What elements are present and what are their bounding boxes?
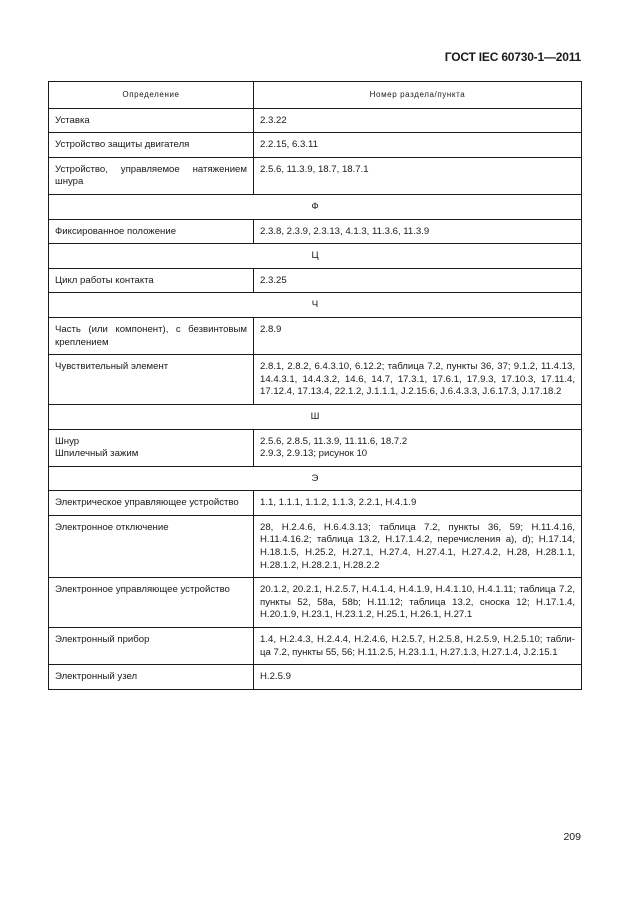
reference-cell: 2.5.6, 11.3.9, 18.7, 18.7.1 [254, 157, 582, 194]
reference-cell: 1.4, H.2.4.3, H.2.4.4, H.2.4.6, H.2.5.7, H.2.5.8, H.2.5.9, H.2.5.10; табли-ца 7.2, пункты 55, 56; H.11.2.5, H.23.1.1, H.27.1.3, H.27.1.4, J.2.15.1 [254, 628, 582, 665]
table-row [49, 628, 582, 665]
term-cell: Чувствительный элемент [49, 355, 254, 405]
reference-cell: H.2.5.9 [254, 665, 582, 690]
term-line: Шпилечный зажим [55, 448, 139, 460]
table-row [49, 108, 582, 133]
letter-row [49, 404, 582, 429]
table-row [49, 355, 582, 405]
term-cell: Часть (или компонент), с безвинтовым креплением [49, 317, 254, 354]
letter-row [49, 466, 582, 491]
reference-cell: 2.8.1, 2.8.2, 6.4.3.10, 6.12.2; таблица 7.2, пункты 36, 37; 9.1.2, 11.4.13, 14.4.3.1, 14.4.3.2, 14.6, 14.7, 17.3.1, 17.6.1, 17.9.3, 17.10.3, 17.11.4, 17.12.4, 17.13.4, 22.1.2, J.1.1.1, J.2.15.6, J.6.4.3.3, J.6.17.3, J.17.18.2 [254, 355, 582, 405]
column-header-definition: Определение [49, 82, 254, 109]
term-cell: Электронный узел [49, 665, 254, 690]
section-letter: Ф [49, 194, 582, 219]
reference-cell: 2.3.22 [254, 108, 582, 133]
reference-cell: 2.8.9 [254, 317, 582, 354]
reference-cell: 20.1.2, 20.2.1, H.2.5.7, H.4.1.4, H.4.1.9, H.4.1.10, H.4.1.11; таблица 7.2, пункты 52, 58a, 58b; H.11.12; таблица 13.2, сноска 12; H.17.1.4, H.20.1.9, H.23.1, H.23.1.2, H.25.1, H.26.1, H.27.1 [254, 578, 582, 628]
section-letter: Э [49, 466, 582, 491]
table-row [49, 515, 582, 577]
term-cell: Устройство защиты двигателя [49, 133, 254, 158]
index-table [48, 81, 582, 690]
term-cell: Уставка [49, 108, 254, 133]
term-cell: Электронный прибор [49, 628, 254, 665]
term-cell: Фиксированное положение [49, 219, 254, 244]
table-row [49, 665, 582, 690]
section-letter: Ц [49, 244, 582, 269]
table-row [49, 157, 582, 194]
section-letter: Ш [49, 404, 582, 429]
term-cell: Устройство, управляемое натяжением шнура [49, 157, 254, 194]
reference-cell: 1.1, 1.1.1, 1.1.2, 1.1.3, 2.2.1, H.4.1.9 [254, 491, 582, 516]
letter-row [49, 194, 582, 219]
letter-row [49, 293, 582, 318]
term-cell: Электронное управляющее устройство [49, 578, 254, 628]
document-header: ГОСТ IEC 60730-1—2011 [444, 50, 581, 64]
reference-cell: 28, H.2.4.6, H.6.4.3.13; таблица 7.2, пункты 36, 59; H.11.4.16, H.11.4.16.2; таблица 13.2, H.17.1.4.2, перечисления a), d); H.17.14, H.18.1.5, H.25.2, H.27.1, H.27.4, H.27.4.1, H.27.4.2, H.28, H.28.1.1, H.28.1.2, H.28.2.1, H.28.2.2 [254, 515, 582, 577]
table-row [49, 133, 582, 158]
letter-row [49, 244, 582, 269]
section-letter: Ч [49, 293, 582, 318]
term-cell [49, 429, 254, 466]
reference-line: 2.5.6, 2.8.5, 11.3.9, 11.11.6, 18.7.2 [260, 435, 408, 447]
table-row [49, 491, 582, 516]
column-header-section: Номер раздела/пункта [254, 82, 582, 109]
table-row [49, 578, 582, 628]
term-cell: Цикл работы контакта [49, 268, 254, 293]
table-header-row [49, 82, 582, 109]
reference-line: 2.9.3, 2.9.13; рисунок 10 [260, 448, 368, 460]
reference-cell [254, 429, 582, 466]
term-line: Шнур [55, 435, 80, 447]
term-cell: Электрическое управляющее устройство [49, 491, 254, 516]
reference-cell: 2.2.15, 6.3.11 [254, 133, 582, 158]
table-row [49, 317, 582, 354]
term-cell: Электронное отключение [49, 515, 254, 577]
reference-cell: 2.3.8, 2.3.9, 2.3.13, 4.1.3, 11.3.6, 11.3.9 [254, 219, 582, 244]
table-row [49, 219, 582, 244]
reference-cell: 2.3.25 [254, 268, 582, 293]
table-row [49, 268, 582, 293]
page-number: 209 [563, 831, 581, 843]
table-row [49, 429, 582, 466]
